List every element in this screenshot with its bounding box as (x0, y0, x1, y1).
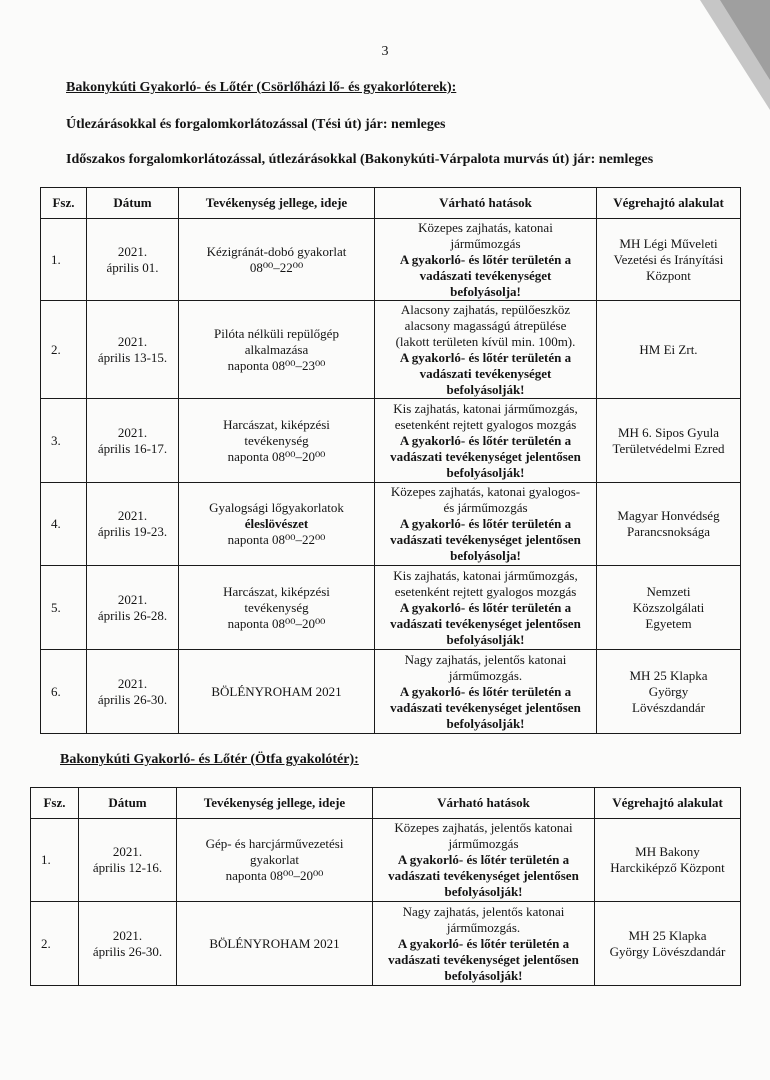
warning-line: vadászati tevékenységet jelentősen (390, 448, 581, 464)
effect-line: Közepes zajhatás, katonai (418, 219, 553, 235)
unit-line: MH Légi Műveleti (619, 235, 718, 251)
activity-line: Harcászat, kiképzési (223, 416, 330, 432)
effect-line: Nagy zajhatás, jelentős katonai (404, 651, 567, 667)
activity-cell (179, 650, 375, 734)
unit-line: Lövészdandár (632, 699, 705, 715)
effect-line: Kis zajhatás, katonai járműmozgás, (393, 567, 578, 583)
warning-line: befolyásolja! (450, 548, 521, 563)
activity-cell (179, 483, 375, 566)
table-row (41, 399, 741, 483)
table-row (31, 902, 741, 986)
activity-line: naponta 08⁰⁰–23⁰⁰ (227, 357, 326, 373)
activity-line: naponta 08⁰⁰–20⁰⁰ (227, 448, 326, 464)
section-title-csorlohazi: Bakonykúti Gyakorló- és Lőtér (Csörlőházi lő- és gyakorlóterek): (66, 80, 457, 95)
column-header-unit: Végrehajtó alakulat (597, 188, 741, 219)
unit-line: Vezetési és Irányítási (613, 251, 724, 267)
effects-cell (373, 819, 595, 902)
column-header-date: Dátum (79, 788, 177, 819)
effect-line: járműmozgás (448, 836, 519, 851)
warning-line: A gyakorló- és lőtér területén a (399, 432, 572, 448)
effect-line: esetenként rejtett gyalogos mozgás (394, 416, 577, 432)
date-line: április 12-16. (92, 860, 163, 875)
date-line: 2021. (117, 508, 148, 523)
activity-line: 08⁰⁰–22⁰⁰ (249, 259, 304, 275)
column-header-fsz: Fsz. (31, 788, 79, 819)
activity-line: naponta 08⁰⁰–22⁰⁰ (227, 532, 326, 547)
table-row (41, 566, 741, 650)
activity-line: tevékenység (244, 432, 309, 448)
unit-cell (597, 219, 741, 301)
unit-line: Központ (646, 267, 691, 283)
effects-cell (373, 902, 595, 986)
date-cell (87, 399, 179, 483)
date-line: 2021. (112, 927, 143, 943)
effect-line: Közepes zajhatás, katonai gyalogos- (390, 484, 581, 499)
activity-cell (177, 902, 373, 986)
warning-line: befolyásolják! (444, 884, 523, 899)
activity-line: Pilóta nélküli repülőgép (214, 325, 339, 341)
unit-line: HM Ei Zrt. (639, 341, 698, 357)
activity-cell (179, 219, 375, 301)
page-number: 3 (381, 44, 389, 59)
row-number: 5. (41, 566, 87, 650)
warning-line: befolyásolják! (444, 967, 523, 983)
unit-line: MH 6. Sipos Gyula (617, 424, 720, 440)
schedule-table-csorlohazi (40, 187, 741, 734)
unit-line: MH 25 Klapka (628, 927, 707, 943)
road-closure-note: Útlezárásokkal és forgalomkorlátozással (Tési út) jár: nemleges (66, 117, 446, 132)
unit-cell (597, 301, 741, 399)
date-line: április 13-15. (97, 349, 168, 365)
date-line: április 16-17. (97, 440, 168, 456)
effect-line: járműmozgás (450, 235, 521, 251)
date-cell (87, 219, 179, 301)
unit-line: Nemzeti (646, 583, 691, 599)
unit-line: Magyar Honvédség (617, 508, 720, 523)
effect-line: és járműmozgás (443, 500, 528, 515)
date-line: 2021. (117, 243, 148, 259)
date-line: 2021. (117, 424, 148, 440)
warning-line: vadászati tevékenységet (419, 267, 552, 283)
activity-line: Kézigránát-dobó gyakorlat (206, 243, 347, 259)
unit-line: MH Bakony (635, 844, 700, 859)
effect-line: alacsony magasságú átrepülése (404, 317, 567, 333)
activity-line: naponta 08⁰⁰–20⁰⁰ (227, 615, 326, 631)
warning-line: A gyakorló- és lőtér területén a (399, 599, 572, 615)
activity-line: Gép- és harcjárművezetési (205, 836, 344, 851)
effect-line: (lakott területen kívül min. 100m). (395, 333, 576, 349)
table-header-row (41, 188, 741, 219)
date-cell (87, 566, 179, 650)
effects-cell (375, 301, 597, 399)
unit-cell (597, 650, 741, 734)
effects-cell (375, 483, 597, 566)
activity-line: gyakorlat (249, 852, 300, 867)
unit-line: Parancsnoksága (626, 524, 711, 539)
row-number: 2. (41, 301, 87, 399)
unit-cell (597, 566, 741, 650)
activity-cell (179, 301, 375, 399)
column-header-activity: Tevékenység jellege, ideje (177, 788, 373, 819)
warning-line: vadászati tevékenységet jelentősen (388, 951, 579, 967)
effect-line: esetenként rejtett gyalogos mozgás (394, 583, 577, 599)
table-row (41, 301, 741, 399)
date-line: április 26-30. (92, 943, 163, 959)
effect-line: Kis zajhatás, katonai járműmozgás, (393, 400, 578, 416)
unit-line: Közszolgálati (632, 599, 705, 615)
date-line: 2021. (112, 844, 143, 859)
row-number: 4. (41, 483, 87, 566)
unit-line: Harckiképző Központ (610, 860, 725, 875)
date-line: április 19-23. (97, 524, 168, 539)
date-cell (79, 902, 177, 986)
warning-line: A gyakorló- és lőtér területén a (399, 251, 572, 267)
unit-cell (595, 902, 741, 986)
warning-line: vadászati tevékenységet jelentősen (388, 868, 579, 883)
effect-line: Nagy zajhatás, jelentős katonai (402, 903, 565, 919)
unit-line: György (648, 683, 689, 699)
activity-line: BÖLÉNYROHAM 2021 (211, 683, 342, 699)
date-line: április 26-28. (97, 607, 168, 623)
effect-line: Alacsony zajhatás, repülőeszköz (400, 301, 571, 317)
warning-line: A gyakorló- és lőtér területén a (397, 852, 570, 867)
row-number: 6. (41, 650, 87, 734)
table-row (31, 819, 741, 902)
date-line: április 01. (106, 259, 159, 275)
warning-line: A gyakorló- és lőtér területén a (397, 935, 570, 951)
row-number: 1. (41, 219, 87, 301)
activity-line: éleslövészet (244, 516, 309, 531)
effect-line: Közepes zajhatás, jelentős katonai (394, 820, 573, 835)
column-header-date: Dátum (87, 188, 179, 219)
warning-line: befolyásolja! (450, 283, 521, 299)
warning-line: vadászati tevékenységet jelentősen (390, 532, 581, 547)
row-number: 2. (31, 902, 79, 986)
activity-line: alkalmazása (244, 341, 309, 357)
warning-line: vadászati tevékenységet (419, 365, 552, 381)
unit-line: Területvédelmi Ezred (612, 440, 725, 456)
warning-line: befolyásolják! (446, 715, 525, 731)
warning-line: befolyásolják! (446, 381, 525, 397)
date-line: április 26-30. (97, 691, 168, 707)
activity-line: BÖLÉNYROHAM 2021 (209, 935, 340, 951)
column-header-activity: Tevékenység jellege, ideje (179, 188, 375, 219)
activity-line: naponta 08⁰⁰–20⁰⁰ (225, 868, 324, 883)
effects-cell (375, 566, 597, 650)
activity-line: Gyalogsági lőgyakorlatok (209, 500, 344, 515)
column-header-effects: Várható hatások (373, 788, 595, 819)
row-number: 3. (41, 399, 87, 483)
unit-cell (595, 819, 741, 902)
table-row (41, 219, 741, 301)
date-cell (87, 650, 179, 734)
traffic-restriction-note: Időszakos forgalomkorlátozással, útlezárásokkal (Bakonykúti-Várpalota murvás út) jár: nemleges (66, 152, 654, 167)
warning-line: A gyakorló- és lőtér területén a (399, 349, 572, 365)
unit-line: MH 25 Klapka (629, 667, 708, 683)
activity-line: tevékenység (244, 599, 309, 615)
table-header-row (31, 788, 741, 819)
unit-cell (597, 483, 741, 566)
section-title-otfa: Bakonykúti Gyakorló- és Lőtér (Ötfa gyakolótér): (60, 752, 359, 767)
column-header-unit: Végrehajtó alakulat (595, 788, 741, 819)
table-row (41, 483, 741, 566)
date-line: 2021. (117, 675, 148, 691)
warning-line: vadászati tevékenységet jelentősen (390, 699, 581, 715)
activity-cell (177, 819, 373, 902)
unit-line: Egyetem (645, 615, 692, 631)
activity-cell (179, 566, 375, 650)
unit-line: György Lövészdandár (609, 943, 726, 959)
column-header-effects: Várható hatások (375, 188, 597, 219)
date-cell (87, 301, 179, 399)
warning-line: A gyakorló- és lőtér területén a (399, 683, 572, 699)
date-line: 2021. (117, 591, 148, 607)
row-number: 1. (31, 819, 79, 902)
warning-line: befolyásolják! (446, 464, 525, 480)
activity-line: Harcászat, kiképzési (223, 583, 330, 599)
warning-line: vadászati tevékenységet jelentősen (390, 615, 581, 631)
date-cell (79, 819, 177, 902)
activity-cell (179, 399, 375, 483)
date-cell (87, 483, 179, 566)
column-header-fsz: Fsz. (41, 188, 87, 219)
schedule-table-otfa (30, 787, 741, 986)
warning-line: A gyakorló- és lőtér területén a (399, 516, 572, 531)
table-row (41, 650, 741, 734)
warning-line: befolyásolják! (446, 631, 525, 647)
effects-cell (375, 219, 597, 301)
effect-line: járműmozgás. (446, 919, 521, 935)
effects-cell (375, 650, 597, 734)
effect-line: járműmozgás. (448, 667, 523, 683)
unit-cell (597, 399, 741, 483)
effects-cell (375, 399, 597, 483)
date-line: 2021. (117, 333, 148, 349)
